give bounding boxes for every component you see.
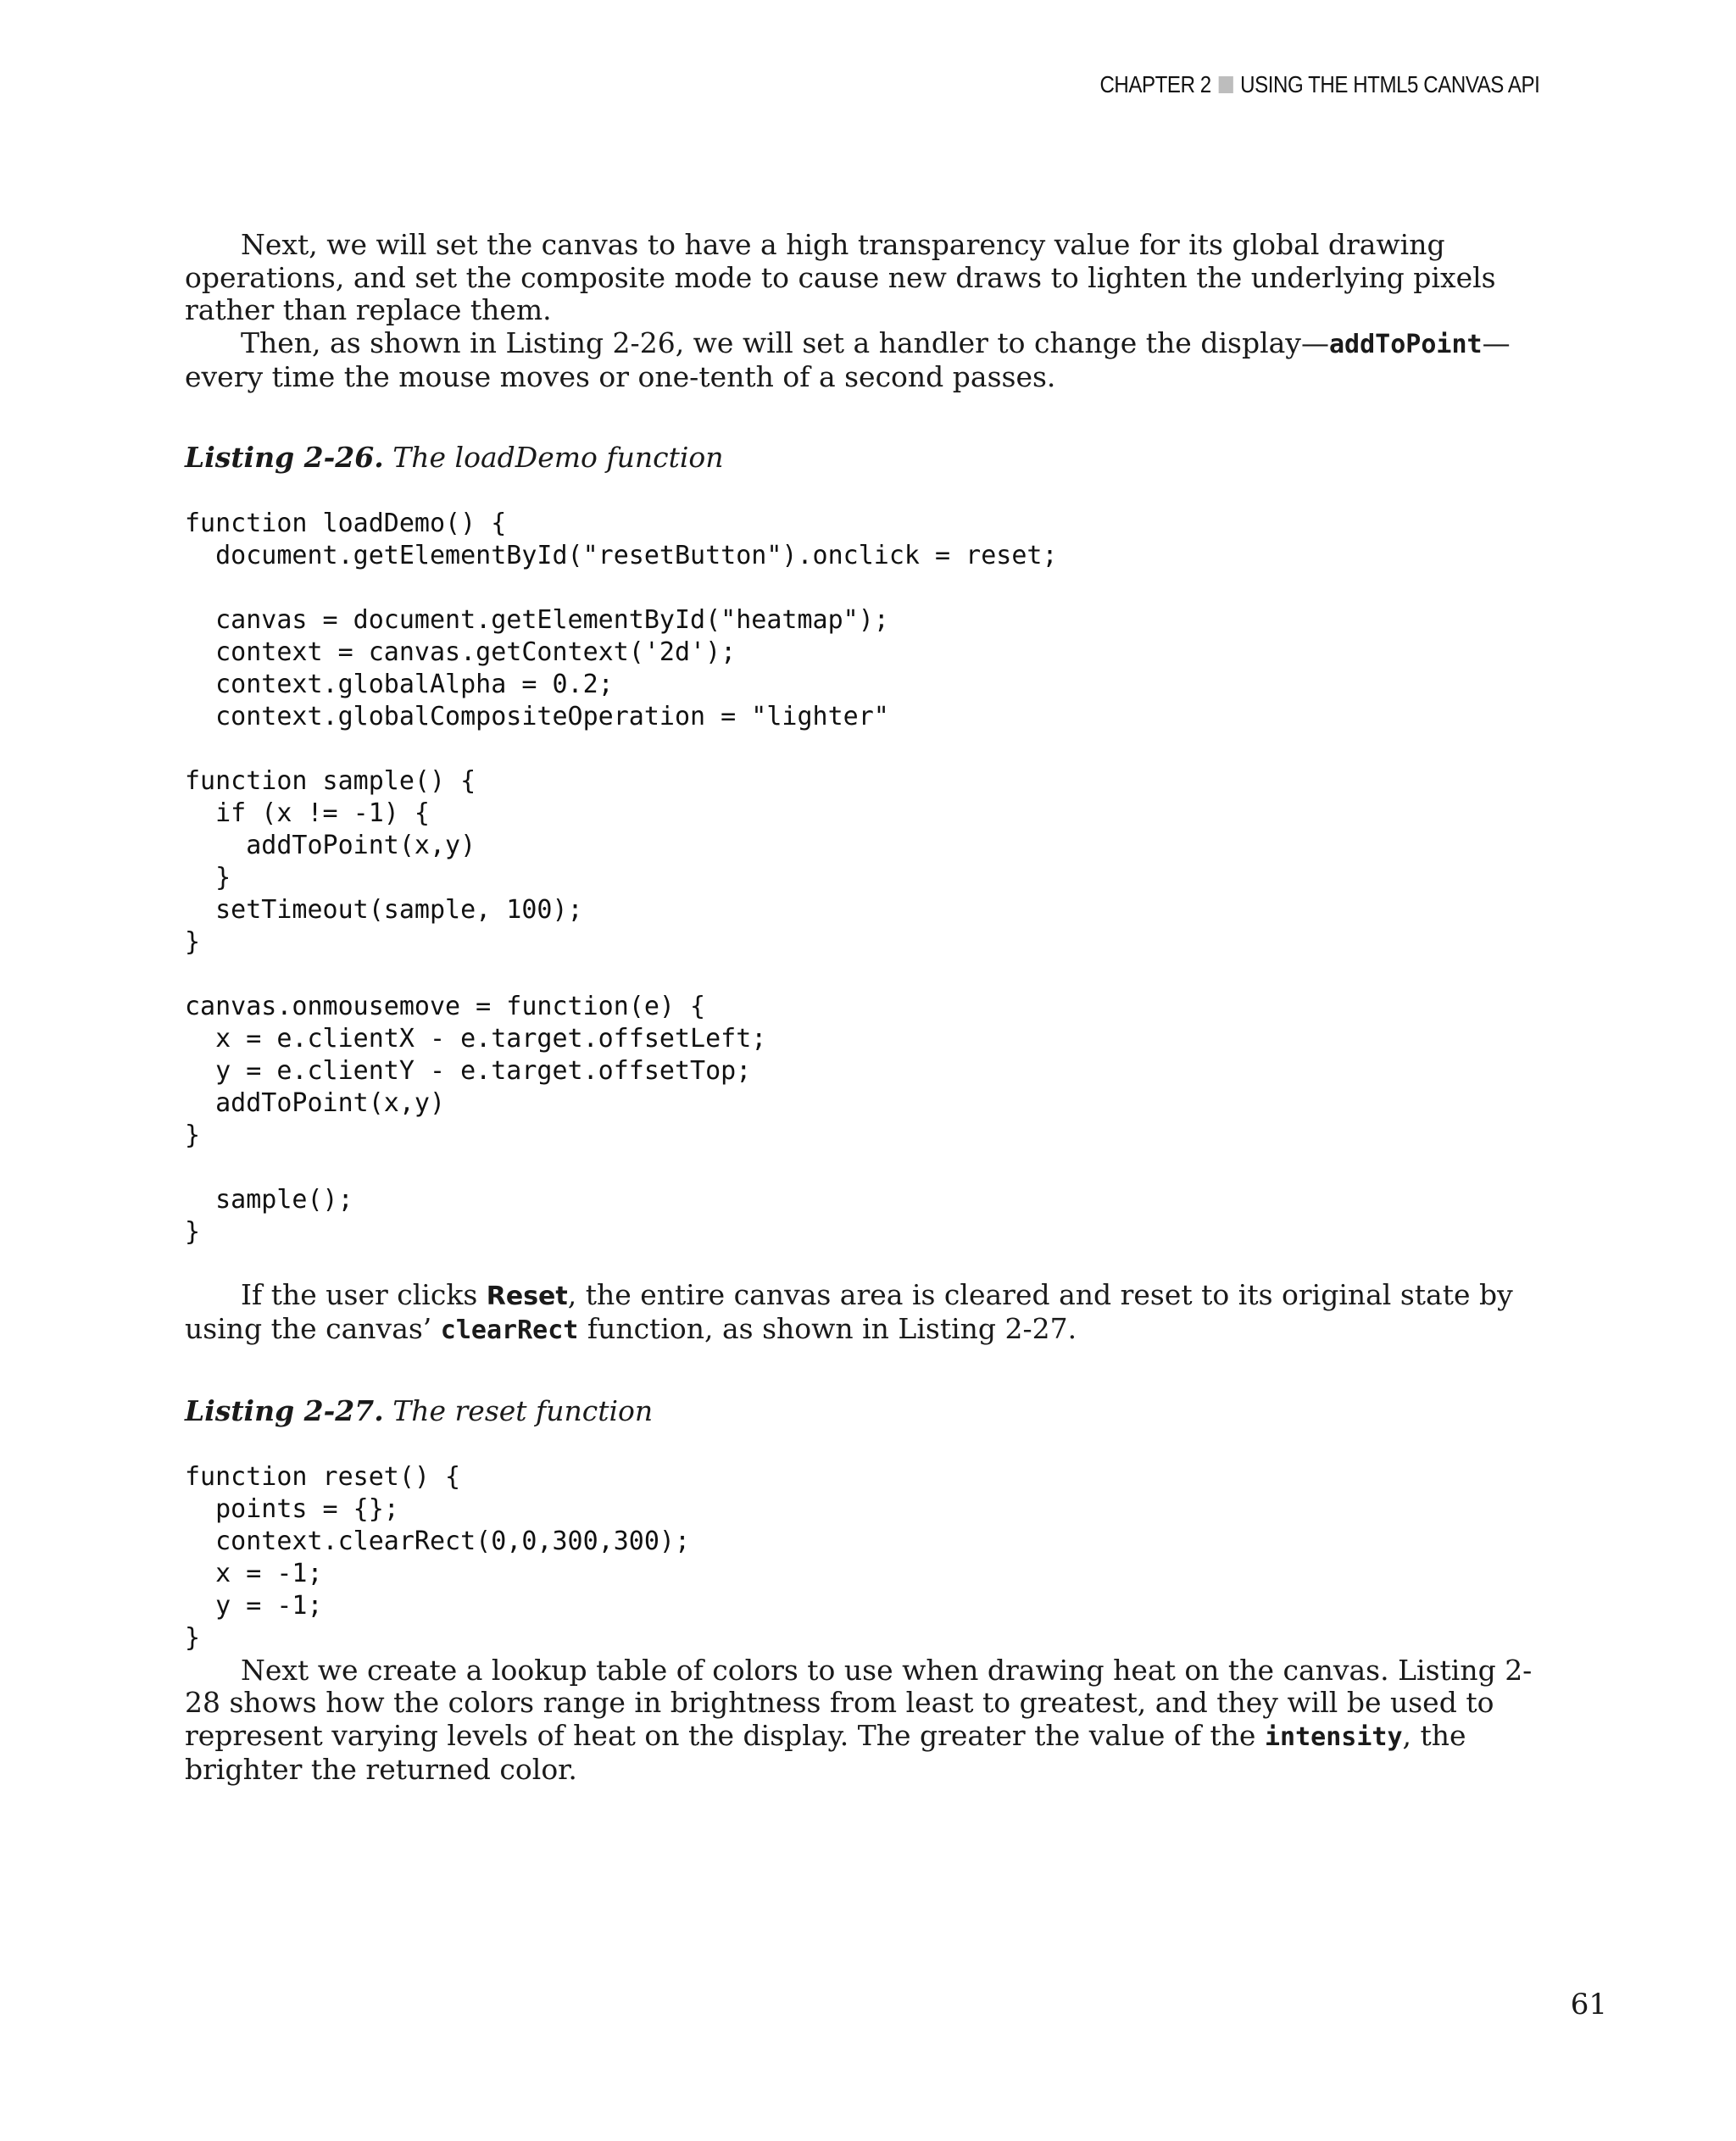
running-header — [1099, 71, 1539, 98]
listing-27-code: function reset() { points = {}; context.clearRect(0,0,300,300); x = -1; y = -1; } — [185, 1461, 691, 1653]
listing-label: Listing 2-26. — [185, 440, 384, 474]
page-number: 61 — [1570, 1988, 1607, 2021]
listing-label: Listing 2-27. — [185, 1393, 384, 1427]
middle-text: , the entire canvas area is cleared and reset to its original state by using the canvas’ — [185, 1277, 1513, 1345]
closing-paragraph — [185, 1654, 1541, 1787]
inline-code: intensity — [1264, 1721, 1403, 1752]
intro-text: Then, as shown in Listing 2-26, we will set a handler to change the display— — [241, 325, 1329, 359]
inline-code: addToPoint — [1328, 329, 1483, 359]
intro-paragraph-1: Next, we will set the canvas to have a high transparency value for its global drawing operations, and set the composite mode to cause new draws to lighten the underlying pixels rather than replace them. — [185, 228, 1496, 326]
middle-paragraph — [185, 1279, 1541, 1348]
chapter-label: CHAPTER 2 — [1099, 71, 1211, 97]
intro-paragraph-2 — [185, 327, 1541, 394]
page-body — [185, 229, 1541, 1787]
listing-title: The loadDemo function — [392, 440, 724, 474]
listing-title: The reset function — [392, 1393, 654, 1427]
chapter-title: USING THE HTML5 CANVAS API — [1239, 71, 1539, 97]
reset-label: Reset — [486, 1281, 568, 1311]
middle-text: If the user clicks — [241, 1277, 487, 1311]
closing-text: , the brighter the returned color. — [185, 1718, 1466, 1786]
listing-26-code: function loadDemo() { document.getElementById("resetButton").onclick = reset; canvas = document.getElementById("heatmap"); context = canvas.getContext('2d'); context.globalAlpha = 0.2; context.globalCompositeOperation = "lighter" function sample() { if (x != -1) { addToPoint(x,y) } setTimeout(sample, 100); } canvas.onmousemove = function(e) { x = e.clientX - e.target.offsetLeft; y = e.clientY - e.target.offsetTop; addToPoint(x,y) } sample(); } — [185, 508, 1058, 1247]
separator-square-icon — [1218, 76, 1232, 93]
listing-27-caption — [185, 1395, 1541, 1427]
inline-code: clearRect — [440, 1315, 579, 1345]
middle-text: function, as shown in Listing 2-27. — [578, 1312, 1077, 1345]
intro-text: —every time the mouse moves or one-tenth of a second passes. — [185, 325, 1511, 393]
listing-26-caption — [185, 442, 1541, 474]
closing-text: Next we create a lookup table of colors to use when drawing heat on the canvas. Listing 2-28 shows how the colors range in brightness from least to greatest, and they will be used to represent varying levels of heat on the display. The greater the value of the — [185, 1653, 1533, 1752]
